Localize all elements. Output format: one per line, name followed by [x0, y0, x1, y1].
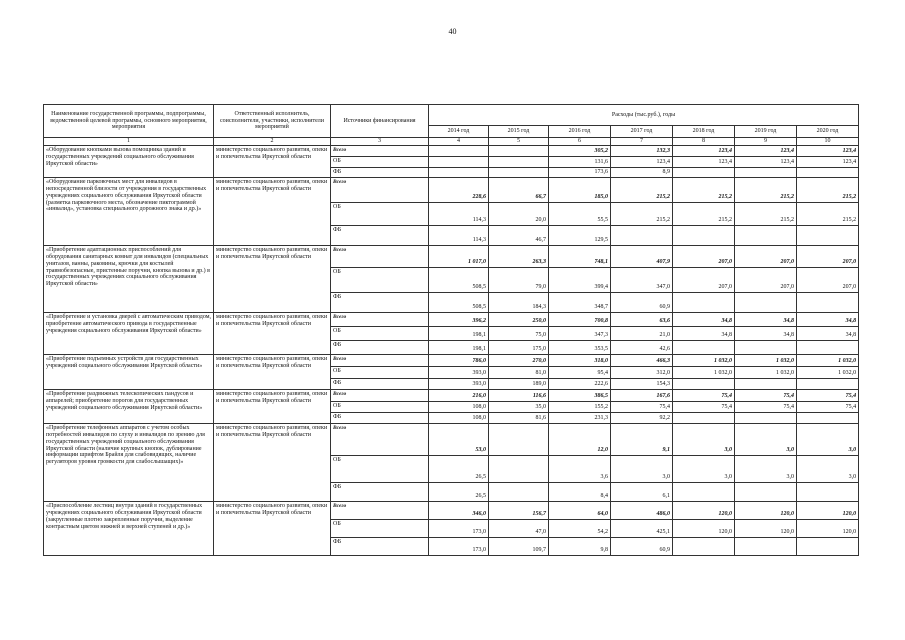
- funding-source: Всего: [331, 245, 429, 267]
- header-source: Источники финансирования: [331, 105, 429, 138]
- funding-source: ФБ: [331, 537, 429, 555]
- header-year: 2014 год: [429, 126, 489, 138]
- expense-value: 1 032,0: [673, 366, 735, 378]
- expense-value: 173,6: [549, 167, 611, 177]
- expense-value: 132,3: [611, 145, 673, 156]
- expense-value: 34,8: [735, 312, 797, 326]
- header-column-numbers: [44, 138, 859, 146]
- expense-value: 3,0: [735, 455, 797, 482]
- expense-value: [673, 292, 735, 312]
- header-year: 2018 год: [673, 126, 735, 138]
- expense-value: 120,0: [673, 501, 735, 519]
- expense-value: 270,0: [489, 354, 549, 366]
- measure-name: «Приобретение подъемных устройств для государственных учреждений социального обслуживания Иркутской области»: [44, 354, 214, 389]
- expense-value: 66,7: [489, 177, 549, 202]
- expense-value: 1 032,0: [735, 366, 797, 378]
- expense-value: 348,7: [549, 292, 611, 312]
- expense-value: 120,0: [735, 519, 797, 537]
- expense-value: 114,3: [429, 202, 489, 225]
- header-year: 2017 год: [611, 126, 673, 138]
- expense-value: 75,4: [735, 401, 797, 412]
- measure-name: «Приобретение раздвижных телескопических пандусов и аппарелей; приобретение порогов для государственных учреждений социального обслуживания Иркутской области»: [44, 389, 214, 423]
- expense-value: 189,0: [489, 378, 549, 389]
- expense-value: 3,0: [673, 455, 735, 482]
- expense-value: [797, 378, 859, 389]
- header-column-number: 1: [44, 138, 214, 146]
- expense-value: 54,2: [549, 519, 611, 537]
- expense-value: [735, 292, 797, 312]
- expense-value: [797, 537, 859, 555]
- expense-value: [735, 378, 797, 389]
- expense-value: 386,5: [549, 389, 611, 401]
- expense-value: 108,0: [429, 401, 489, 412]
- funding-source: ФБ: [331, 482, 429, 501]
- expense-value: 786,0: [429, 354, 489, 366]
- expense-value: 215,2: [611, 177, 673, 202]
- expense-value: [797, 340, 859, 354]
- expense-value: 399,4: [549, 267, 611, 292]
- expense-value: 263,3: [489, 245, 549, 267]
- expense-value: 700,8: [549, 312, 611, 326]
- measure-name: «Приобретение и установка дверей с автоматическим приводом, приобретение автоматического привода в государственные учреждения социального обслуживания Иркутской области»: [44, 312, 214, 354]
- table-row: [44, 501, 859, 519]
- expense-value: 215,2: [797, 202, 859, 225]
- expense-value: 26,5: [429, 482, 489, 501]
- expense-value: [489, 167, 549, 177]
- expense-value: 215,2: [735, 202, 797, 225]
- expense-value: 154,3: [611, 378, 673, 389]
- expense-value: [429, 156, 489, 167]
- responsible-executor: министерство социального развития, опеки и попечительства Иркутской области: [214, 423, 331, 501]
- expense-value: [797, 225, 859, 245]
- measure-name: «Приобретение телефонных аппаратов с учетом особых потребностей инвалидов по слуху и инвалидов по зрению для государственных учреждений социального обслуживания Иркутской области (наличие крупных кнопок, дублирование информации шрифтом Брайля для слабовидящих, наличие регуляторов уровня громкости для слабослышащих)»: [44, 423, 214, 501]
- header-year: 2016 год: [549, 126, 611, 138]
- expense-value: [735, 167, 797, 177]
- expense-value: 26,5: [429, 455, 489, 482]
- expense-value: 215,2: [673, 202, 735, 225]
- expense-value: 53,0: [429, 423, 489, 455]
- expense-value: 155,2: [549, 401, 611, 412]
- expense-value: 3,0: [797, 423, 859, 455]
- expense-value: 75,4: [673, 401, 735, 412]
- table-row: [44, 177, 859, 202]
- header-name: Наименование государственной программы, подпрограммы, ведомственной целевой программы, основного мероприятия, мероприятия: [44, 105, 214, 138]
- expense-value: 75,0: [489, 326, 549, 340]
- expense-value: 120,0: [735, 501, 797, 519]
- expense-value: [489, 482, 549, 501]
- expense-value: [735, 225, 797, 245]
- expense-value: [673, 167, 735, 177]
- expense-value: 198,1: [429, 340, 489, 354]
- expense-value: 3,0: [735, 423, 797, 455]
- funding-source: Всего: [331, 354, 429, 366]
- expense-value: [429, 145, 489, 156]
- expense-value: 250,0: [489, 312, 549, 326]
- expense-value: 1 017,0: [429, 245, 489, 267]
- expense-value: [797, 167, 859, 177]
- header-column-number: 2: [214, 138, 331, 146]
- expense-value: 64,0: [549, 501, 611, 519]
- expense-value: 318,0: [549, 354, 611, 366]
- responsible-executor: министерство социального развития, опеки и попечительства Иркутской области: [214, 354, 331, 389]
- expense-value: 34,8: [735, 326, 797, 340]
- expense-value: 215,2: [673, 177, 735, 202]
- expense-value: 35,0: [489, 401, 549, 412]
- expense-value: 34,8: [797, 326, 859, 340]
- funding-source: Всего: [331, 423, 429, 455]
- expense-value: 123,4: [673, 156, 735, 167]
- expense-value: 1 032,0: [735, 354, 797, 366]
- expense-value: 47,0: [489, 519, 549, 537]
- funding-source: ОБ: [331, 326, 429, 340]
- expense-value: 1 032,0: [797, 354, 859, 366]
- expense-value: 393,0: [429, 366, 489, 378]
- expense-value: 173,0: [429, 537, 489, 555]
- expense-value: 123,4: [797, 145, 859, 156]
- header-column-number: 10: [797, 138, 859, 146]
- expense-value: [489, 455, 549, 482]
- expense-value: 167,6: [611, 389, 673, 401]
- funding-source: Всего: [331, 389, 429, 401]
- header-column-number: 4: [429, 138, 489, 146]
- expense-value: 347,3: [549, 326, 611, 340]
- header-column-number: 7: [611, 138, 673, 146]
- expense-value: 3,0: [611, 455, 673, 482]
- responsible-executor: министерство социального развития, опеки и попечительства Иркутской области: [214, 312, 331, 354]
- expense-value: 8,9: [611, 167, 673, 177]
- expense-value: 92,2: [611, 412, 673, 423]
- funding-source: ОБ: [331, 455, 429, 482]
- funding-source: Всего: [331, 145, 429, 156]
- funding-source: Всего: [331, 501, 429, 519]
- expense-value: 75,4: [673, 389, 735, 401]
- expense-value: 109,7: [489, 537, 549, 555]
- measure-name: «Приобретение адаптационных приспособлений для оборудования санитарных комнат для инвалидов (специальных унитазов, ванны, раковины, крючки для костылей травмобезопасные, пристенные поручни, кнопка вызова и др.) в государственных учреждениях социального обслуживания Иркутской области»: [44, 245, 214, 312]
- expense-value: 222,6: [549, 378, 611, 389]
- funding-source: ОБ: [331, 202, 429, 225]
- table-row: [44, 389, 859, 401]
- header-column-number: 9: [735, 138, 797, 146]
- expense-value: 120,0: [797, 519, 859, 537]
- expense-value: 123,4: [797, 156, 859, 167]
- expense-value: [797, 482, 859, 501]
- expense-value: 231,3: [549, 412, 611, 423]
- responsible-executor: министерство социального развития, опеки и попечительства Иркутской области: [214, 389, 331, 423]
- budget-table: [43, 104, 859, 556]
- funding-source: ОБ: [331, 156, 429, 167]
- expense-value: [797, 292, 859, 312]
- expense-value: 508,5: [429, 267, 489, 292]
- measure-name: «Приспособление лестниц внутри зданий в государственных учреждениях социального обслуживания Иркутской области (закругленные плотно закрепленные поручни, выделение контрастным цветом нижней и верхней ступеней и др.)»: [44, 501, 214, 555]
- page-number: 40: [448, 27, 457, 36]
- expense-value: 3,0: [797, 455, 859, 482]
- funding-source: ОБ: [331, 366, 429, 378]
- expense-value: 407,9: [611, 245, 673, 267]
- header-year: 2019 год: [735, 126, 797, 138]
- funding-source: ФБ: [331, 167, 429, 177]
- expense-value: 81,0: [489, 366, 549, 378]
- expense-value: 12,0: [549, 423, 611, 455]
- expense-value: 425,1: [611, 519, 673, 537]
- header-expenses: Расходы (тыс.руб.), годы: [429, 105, 859, 126]
- measure-name: «Оборудование парковочных мест для инвалидов в непосредственной близости от учреждения в государственных учреждениях социального обслуживания Иркутской области (разметка парковочного места, обозначение пиктограммой «инвалид», установка специального дорожного знака и др.)»: [44, 177, 214, 245]
- header-column-number: 3: [331, 138, 429, 146]
- header-column-number: 8: [673, 138, 735, 146]
- expense-value: [673, 537, 735, 555]
- expense-value: 1 032,0: [673, 354, 735, 366]
- expense-value: 131,6: [549, 156, 611, 167]
- expense-value: 207,0: [735, 267, 797, 292]
- expense-value: 198,1: [429, 326, 489, 340]
- expense-value: 123,4: [735, 156, 797, 167]
- expense-value: [673, 340, 735, 354]
- expense-value: 353,5: [549, 340, 611, 354]
- expense-value: 9,1: [611, 423, 673, 455]
- expense-value: 486,0: [611, 501, 673, 519]
- expense-value: 46,7: [489, 225, 549, 245]
- expense-value: [489, 156, 549, 167]
- expense-value: 123,4: [611, 156, 673, 167]
- expense-value: [611, 225, 673, 245]
- expense-value: 63,6: [611, 312, 673, 326]
- expense-value: 207,0: [673, 245, 735, 267]
- expense-value: 228,6: [429, 177, 489, 202]
- expense-value: 207,0: [673, 267, 735, 292]
- table-row: [44, 354, 859, 366]
- header-responsible: Ответственный исполнитель, соисполнители, участники, исполнители мероприятий: [214, 105, 331, 138]
- expense-value: 60,9: [611, 292, 673, 312]
- expense-value: 216,0: [429, 389, 489, 401]
- funding-source: ОБ: [331, 267, 429, 292]
- table-row: [44, 312, 859, 326]
- funding-source: ФБ: [331, 292, 429, 312]
- expense-value: 156,7: [489, 501, 549, 519]
- expense-value: 60,9: [611, 537, 673, 555]
- header-column-number: 6: [549, 138, 611, 146]
- expense-value: [673, 225, 735, 245]
- expense-value: 396,2: [429, 312, 489, 326]
- expense-value: 173,0: [429, 519, 489, 537]
- expense-value: 75,4: [797, 401, 859, 412]
- table-row: [44, 145, 859, 156]
- responsible-executor: министерство социального развития, опеки и попечительства Иркутской области: [214, 145, 331, 177]
- expense-value: 346,0: [429, 501, 489, 519]
- expense-value: 466,3: [611, 354, 673, 366]
- funding-source: ФБ: [331, 412, 429, 423]
- expense-value: 81,6: [489, 412, 549, 423]
- expense-value: [489, 145, 549, 156]
- expense-value: 748,1: [549, 245, 611, 267]
- expense-value: 42,6: [611, 340, 673, 354]
- expense-value: 114,3: [429, 225, 489, 245]
- expense-value: 75,4: [611, 401, 673, 412]
- expense-value: 508,5: [429, 292, 489, 312]
- table-body: [44, 145, 859, 555]
- expense-value: 6,1: [611, 482, 673, 501]
- expense-value: 8,4: [549, 482, 611, 501]
- expense-value: 120,0: [797, 501, 859, 519]
- expense-value: 207,0: [797, 245, 859, 267]
- expense-value: 79,0: [489, 267, 549, 292]
- expense-value: 305,2: [549, 145, 611, 156]
- expense-value: 215,2: [611, 202, 673, 225]
- expense-value: 207,0: [797, 267, 859, 292]
- header-column-number: 5: [489, 138, 549, 146]
- expense-value: [673, 378, 735, 389]
- measure-name: «Оборудование кнопками вызова помощника зданий и государственных учреждений социального обслуживания Иркутской области»: [44, 145, 214, 177]
- expense-value: [735, 340, 797, 354]
- expense-value: 215,2: [797, 177, 859, 202]
- expense-value: [673, 412, 735, 423]
- expense-value: 207,0: [735, 245, 797, 267]
- header-year: 2020 год: [797, 126, 859, 138]
- expense-value: 21,0: [611, 326, 673, 340]
- header-year: 2015 год: [489, 126, 549, 138]
- expense-value: [735, 537, 797, 555]
- funding-source: ОБ: [331, 401, 429, 412]
- expense-value: 123,4: [673, 145, 735, 156]
- expense-value: 312,0: [611, 366, 673, 378]
- expense-value: [735, 482, 797, 501]
- funding-source: ФБ: [331, 340, 429, 354]
- funding-source: ФБ: [331, 225, 429, 245]
- expense-value: 75,4: [797, 389, 859, 401]
- expense-value: [735, 412, 797, 423]
- table-row: [44, 245, 859, 267]
- expense-value: 120,0: [673, 519, 735, 537]
- funding-source: Всего: [331, 177, 429, 202]
- responsible-executor: министерство социального развития, опеки и попечительства Иркутской области: [214, 245, 331, 312]
- expense-value: 34,8: [797, 312, 859, 326]
- funding-source: ФБ: [331, 378, 429, 389]
- expense-value: [429, 167, 489, 177]
- expense-value: 175,0: [489, 340, 549, 354]
- expense-value: 3,0: [673, 423, 735, 455]
- expense-value: [489, 423, 549, 455]
- expense-value: 116,6: [489, 389, 549, 401]
- expense-value: 9,8: [549, 537, 611, 555]
- expense-value: 123,4: [735, 145, 797, 156]
- expense-value: 75,4: [735, 389, 797, 401]
- expense-value: 1 032,0: [797, 366, 859, 378]
- expense-value: 20,0: [489, 202, 549, 225]
- expense-value: [797, 412, 859, 423]
- funding-source: Всего: [331, 312, 429, 326]
- table-header: [44, 105, 859, 146]
- responsible-executor: министерство социального развития, опеки и попечительства Иркутской области: [214, 501, 331, 555]
- expense-value: 393,0: [429, 378, 489, 389]
- expense-value: 185,0: [549, 177, 611, 202]
- expense-value: 347,0: [611, 267, 673, 292]
- expense-value: 95,4: [549, 366, 611, 378]
- responsible-executor: министерство социального развития, опеки и попечительства Иркутской области: [214, 177, 331, 245]
- expense-value: 184,3: [489, 292, 549, 312]
- expense-value: 129,5: [549, 225, 611, 245]
- expense-value: 215,2: [735, 177, 797, 202]
- funding-source: ОБ: [331, 519, 429, 537]
- expense-value: 34,8: [673, 326, 735, 340]
- expense-value: 34,8: [673, 312, 735, 326]
- expense-value: 3,6: [549, 455, 611, 482]
- expense-value: [673, 482, 735, 501]
- expense-value: 108,0: [429, 412, 489, 423]
- table-row: [44, 423, 859, 455]
- expense-value: 55,5: [549, 202, 611, 225]
